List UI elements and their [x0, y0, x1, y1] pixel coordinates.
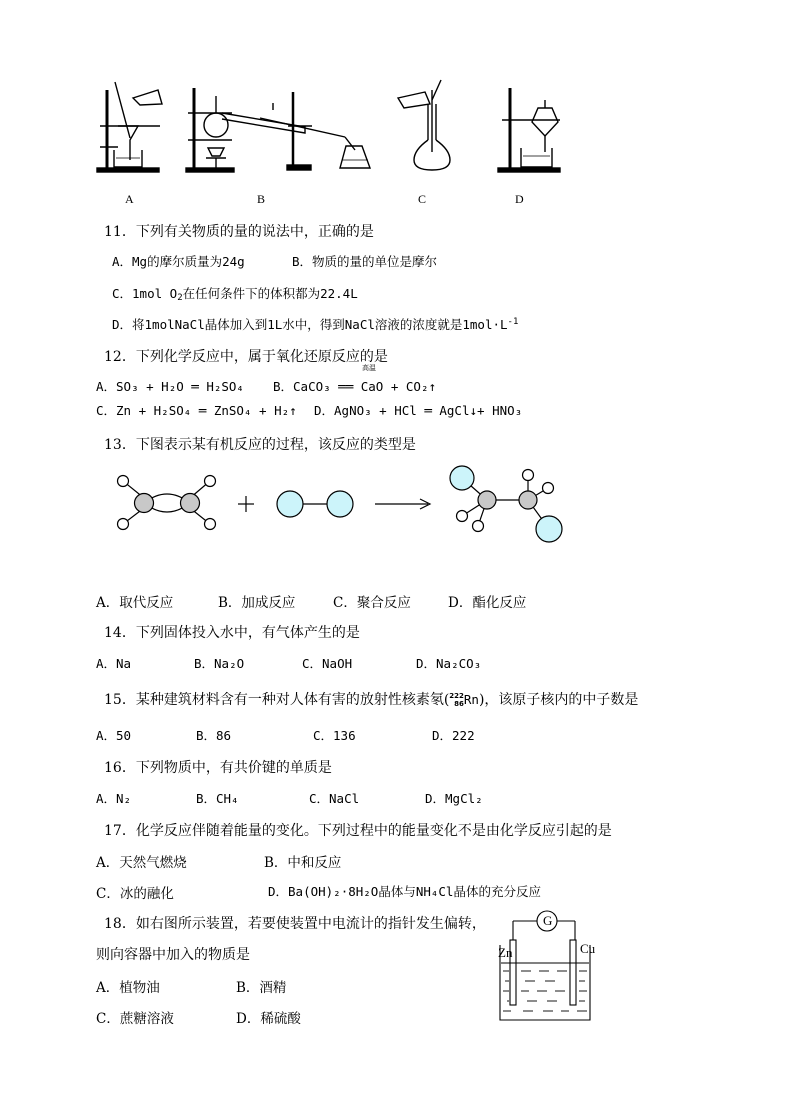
q14-option-c: C．NaOH [302, 656, 353, 671]
q11-stem: 11．下列有关物质的量的说法中，正确的是 [104, 224, 374, 240]
q15-option-a: A．50 [96, 728, 132, 743]
q17-option-a: A．天然气燃烧 [96, 855, 187, 871]
q11-option-c: C．1mol $O_2$在任何条件下的体积都为22.4L [112, 286, 358, 303]
q16-stem: 16．下列物质中，有共价键的单质是 [104, 760, 332, 776]
q13-option-c: C．聚合反应 [333, 595, 411, 611]
q13-option-b: B．加成反应 [218, 595, 296, 611]
q11-option-d: D．将1molNaCl晶体加入到1L水中，得到NaCl溶液的浓度就是$1mol\cdot L^{-1}$ [112, 317, 519, 332]
product-molecule [450, 466, 562, 542]
q12-option-c: C．Zn + H₂SO₄ ═ ZnSO₄ + H₂↑ [96, 403, 297, 418]
q16-option-d: D．MgCl₂ [425, 791, 483, 806]
apparatus-a-filtration [97, 82, 162, 172]
galvanic-cell-diagram [495, 905, 615, 1025]
reaction-diagram [0, 458, 790, 548]
apparatus-label-d: D [515, 192, 524, 206]
q17-stem: 17．化学反应伴随着能量的变化。下列过程中的能量变化不是由化学反应引起的是 [104, 823, 612, 839]
apparatus-b-distillation [186, 88, 370, 172]
q11-option-a: A．Mg的摩尔质量为24g [112, 254, 245, 269]
cu-electrode-label: Cu [580, 941, 596, 956]
q13-option-a: A．取代反应 [96, 595, 174, 611]
q18-option-a: A．植物油 [96, 980, 160, 996]
apparatus-label-a: A [125, 192, 134, 206]
q16-option-a: A．N₂ [96, 791, 132, 806]
apparatus-c-volumetric-flask [398, 80, 450, 170]
q12-option-d: D．AgNO₃ + HCl ═ AgCl↓+ HNO₃ [314, 403, 523, 418]
zn-electrode-label: Zn [498, 945, 513, 960]
q17-option-d: D．Ba(OH)₂·8H₂O晶体与NH₄Cl晶体的充分反应 [268, 884, 541, 899]
galvanometer-label: G [543, 913, 553, 928]
q16-option-b: B．CH₄ [196, 791, 239, 806]
q15-option-d: D．222 [432, 728, 475, 743]
q15-option-c: C．136 [313, 728, 356, 743]
q18-stem-line1: 18．如右图所示装置，若要使装置中电流计的指针发生偏转， [104, 916, 486, 932]
q18-stem-line2: 则向容器中加入的物质是 [96, 947, 250, 963]
q17-option-b: B．中和反应 [264, 855, 342, 871]
q12-reaction-condition: 高温 [362, 364, 376, 372]
q14-option-b: B．Na₂O [194, 656, 245, 671]
nuclide-notation: 222 86 [449, 692, 464, 708]
q18-option-b: B．酒精 [236, 980, 287, 996]
apparatus-figure [0, 0, 790, 185]
apparatus-d-separatory-funnel [498, 88, 560, 172]
q18-option-d: D．稀硫酸 [236, 1011, 301, 1027]
q12-stem: 12．下列化学反应中，属于氧化还原反应的是 [104, 349, 388, 365]
q17-option-c: C．冰的融化 [96, 886, 174, 902]
q14-option-a: A．Na [96, 656, 132, 671]
q18-option-c: C．蔗糖溶液 [96, 1011, 174, 1027]
q16-option-c: C．NaCl [309, 791, 360, 806]
q15-stem: 15．某种建筑材料含有一种对人体有害的放射性核素氡(222 86Rn)，该原子核内的中子数是 [104, 692, 639, 708]
q11-option-b: B．物质的量的单位是摩尔 [292, 254, 438, 269]
q12-option-a: A．SO₃ + H₂O ═ H₂SO₄ [96, 379, 244, 394]
q13-option-d: D．酯化反应 [448, 595, 527, 611]
apparatus-label-c: C [418, 192, 427, 206]
ethylene-molecule [118, 476, 216, 530]
q15-option-b: B．86 [196, 728, 232, 743]
q13-stem: 13．下图表示某有机反应的过程，该反应的类型是 [104, 437, 416, 453]
q14-stem: 14．下列固体投入水中，有气体产生的是 [104, 625, 360, 641]
halogen-molecule [277, 491, 353, 517]
apparatus-label-b: B [257, 192, 266, 206]
q14-option-d: D．Na₂CO₃ [416, 656, 482, 671]
q12-option-b: B．CaCO₃ ══ CaO + CO₂↑ [273, 379, 437, 394]
